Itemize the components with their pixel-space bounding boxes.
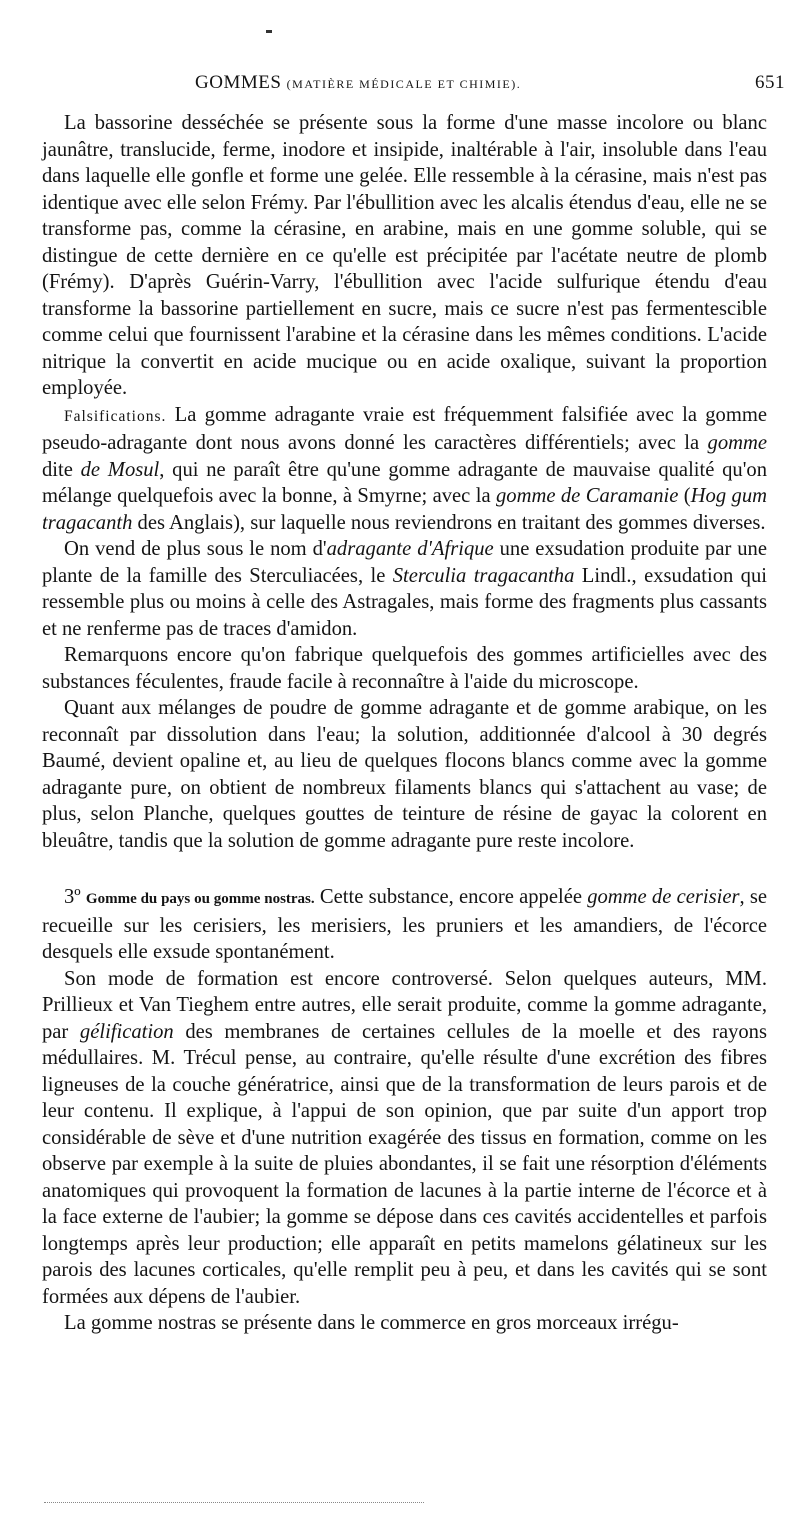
section-heading: Gomme du pays ou gomme nostras. (85, 891, 315, 907)
footer-rule (44, 1502, 424, 1503)
section-label: Falsifications. (64, 407, 167, 425)
running-title-sub: (MATIÈRE MÉDICALE ET CHIMIE). (286, 77, 522, 91)
body-text (42, 110, 767, 1337)
paragraph-falsifications: Falsifications. La gomme adragante vraie est fréquemment falsifiée avec la gomme pseudo-adragante dont nous avons donné les caractères différentiels; avec la gomme dite de Mosul, qui ne paraît être qu'une gomme adragante de mauvaise qualité qu'on mélange quelquefois avec la bonne, à Smyrne; avec la gomme de Caramanie (Hog gum tragacanth des Anglais), sur laquelle nous reviendrons en traitant des gommes diverses. (42, 403, 768, 534)
paragraph-adragante-afrique: On vend de plus sous le nom d'adragante d'Afrique une exsudation produite par une plante de la famille des Sterculiacées, le Sterculia tragacantha Lindl., exsudation qui ressemble plus ou moins à celle des Astragales, mais forme des fragments plus cassants et ne renferme pas de traces d'amidon. (42, 538, 767, 640)
running-title (195, 72, 521, 94)
paragraph-gomme-nostras: 3º Gomme du pays ou gomme nostras. Cette substance, encore appelée gomme de cerisier, se recueille sur les cerisiers, les merisiers, les pruniers et les amandiers, de l'écorce desquels elle exsude spontanément. (42, 886, 768, 963)
running-title-main: GOMMES (195, 72, 282, 93)
section-number: 3º (64, 886, 81, 908)
paragraph-melanges: Quant aux mélanges de poudre de gomme adragante et de gomme arabique, on les reconnaît par dissolution dans l'eau; la solution, additionnée d'alcool à 30 degrés Baumé, devient opaline et, au lieu de quelques flocons blancs comme avec la gomme adragante pure, on obtient de nombreux filaments blancs qui s'attachent au vase; de plus, selon Planche, quelques gouttes de teinture de résine de gayac la colorent en bleuâtre, tandis que la solution de gomme adragante pure reste incolore. (42, 697, 767, 852)
paragraph-mode-formation: Son mode de formation est encore controversé. Selon quelques auteurs, MM. Prillieux et Van Tieghem entre autres, elle serait produite, comme la gomme adragante, par gélification des membranes de certaines cellules de la moelle et des rayons médullaires. M. Trécul pense, au contraire, qu'elle résulte d'une excrétion des fibres ligneuses de la couche génératrice, ainsi que de la transformation de leurs parois et de leur contenu. Il explique, à l'appui de son opinion, que par suite d'un apport trop considérable de sève et d'une nutrition exagérée des tissus en formation, comme on les observe par exemple à la suite de pluies abondantes, il se fait une résorption d'éléments anatomiques qui provoquent la formation de lacunes à la partie interne de l'écorce et à la face externe de l'aubier; la gomme se dépose dans ces cavités accidentelles et parfois longtemps après leur production; elle apparaît en petits mamelons gélatineux sur les parois des lacunes corticales, qu'elle remplit peu à peu, et dans les cavités qui se sont formées aux dépens de l'aubier. (42, 967, 767, 1308)
paragraph-bassorine: La bassorine desséchée se présente sous la forme d'une masse incolore ou blanc jaunâtre, translucide, ferme, inodore et insipide, inaltérable à l'air, insoluble dans l'eau dans laquelle elle gonfle et forme une gelée. Elle ressemble à la cérasine, mais n'est pas identique avec elle selon Frémy. Par l'ébullition avec les alcalis étendus d'eau, elle ne se transforme pas, comme la cérasine, en arabine, mais en une gomme soluble, qui se distingue de cette dernière en ce qu'elle est précipitée par l'acétate neutre de plomb (Frémy). D'après Guérin-Varry, l'ébullition avec l'acide sulfurique étendu d'eau transforme la bassorine partiellement en sucre, mais ce sucre n'est pas fermentescible comme celui que fournissent l'arabine et la cérasine dans les mêmes conditions. L'acide nitrique la convertit en acide mucique ou en acide oxalique, suivant la proportion employée. (42, 112, 767, 399)
paragraph-gommes-artificielles: Remarquons encore qu'on fabrique quelquefois des gommes artificielles avec des substances féculentes, fraude facile à reconnaître à l'aide du microscope. (42, 644, 767, 693)
page-number: 651 (755, 72, 785, 93)
running-header (195, 72, 795, 100)
print-mark (266, 30, 272, 33)
paragraph-commerce: La gomme nostras se présente dans le commerce en gros morceaux irrégu- (64, 1312, 679, 1334)
